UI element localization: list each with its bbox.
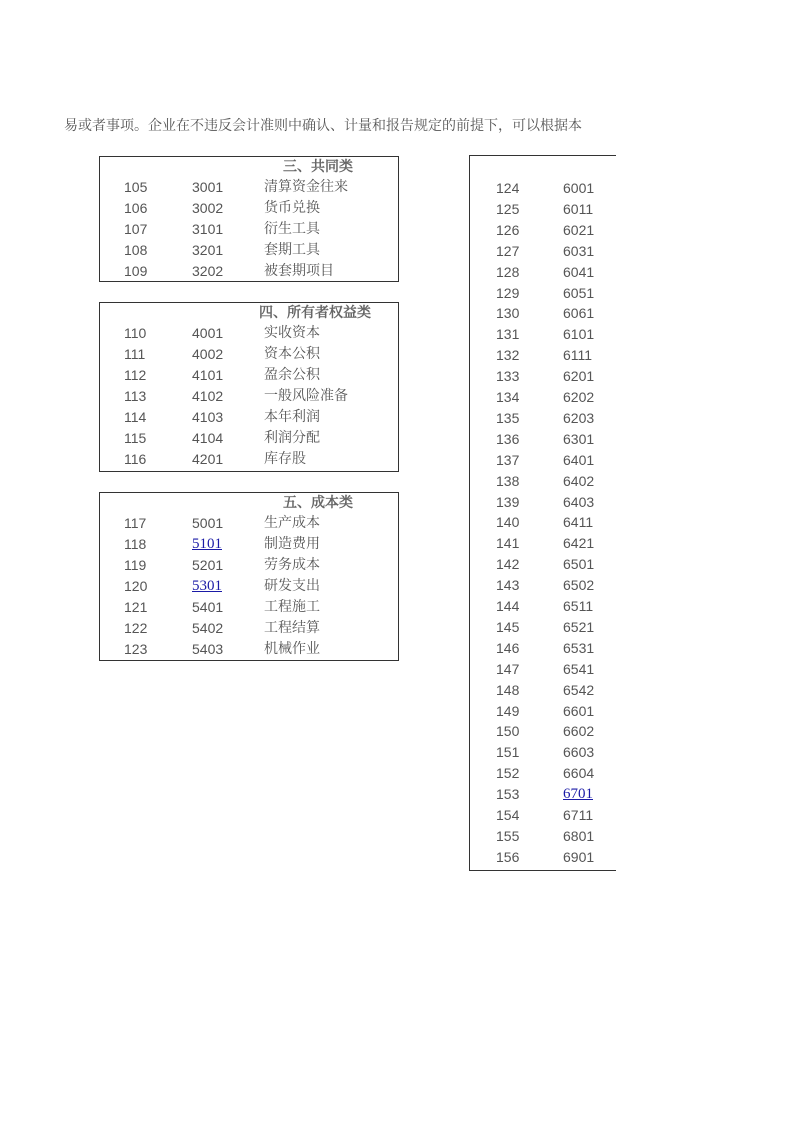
row-number: 140: [496, 514, 520, 531]
table-row: [100, 344, 398, 365]
account-code: 6601: [563, 702, 595, 719]
row-number: 121: [124, 599, 148, 615]
account-code: 6203: [563, 409, 595, 426]
account-name: 机械作业: [264, 641, 320, 657]
row-number: 115: [124, 430, 147, 446]
table-row: [100, 449, 398, 470]
table-row: [470, 429, 630, 450]
row-number: 132: [496, 347, 520, 364]
table-row: [100, 513, 398, 534]
account-code: 6511: [563, 598, 594, 614]
table-row: [470, 596, 630, 617]
account-code: 6501: [563, 556, 595, 573]
row-number: 112: [124, 367, 147, 383]
row-number: 139: [496, 493, 520, 510]
section-cost: [99, 492, 399, 661]
row-number: 106: [124, 200, 148, 216]
row-number: 153: [496, 786, 520, 803]
row-number: 134: [496, 389, 520, 405]
account-code: 6403: [563, 493, 595, 510]
row-number: 155: [496, 827, 520, 844]
table-row: [100, 576, 398, 597]
row-number: 148: [496, 681, 520, 698]
account-name: 被套期项目: [264, 263, 334, 279]
table-row: [470, 387, 630, 408]
row-number: 128: [496, 263, 520, 280]
account-code: 3101: [192, 221, 224, 237]
table-row: [470, 784, 630, 805]
table-row: [470, 805, 630, 826]
table-row: [470, 701, 630, 722]
account-code: 6402: [563, 472, 595, 489]
row-number: 141: [496, 535, 520, 552]
row-number: 146: [496, 639, 520, 656]
row-number: 114: [124, 409, 147, 425]
table-row: [470, 721, 630, 742]
row-number: 142: [496, 556, 520, 573]
table-row: [100, 386, 398, 407]
table-row: [100, 323, 398, 344]
account-code: 6602: [563, 723, 595, 740]
table-row: [470, 178, 630, 199]
account-code: 3002: [192, 200, 224, 216]
account-code: 6521: [563, 618, 595, 635]
section-common: [99, 156, 399, 282]
table-row: [470, 283, 630, 304]
account-name: 资本公积: [264, 346, 320, 362]
row-number: 144: [496, 598, 520, 614]
section-heading: 五、成本类: [283, 495, 353, 511]
table-row: [470, 220, 630, 241]
account-code: 6542: [563, 681, 595, 698]
table-row: [100, 177, 398, 198]
table-row: [100, 534, 398, 555]
section-heading: 四、所有者权益类: [259, 305, 371, 321]
account-code: 6401: [563, 451, 595, 468]
table-row: [470, 554, 630, 575]
account-name: 工程施工: [264, 599, 320, 615]
table-row: [470, 492, 630, 513]
table-row: [470, 366, 630, 387]
row-number: 123: [124, 641, 148, 657]
table-row: [100, 365, 398, 386]
row-number: 110: [124, 325, 147, 341]
table-row: [470, 533, 630, 554]
account-code-link[interactable]: 5101: [192, 536, 222, 552]
row-number: 107: [124, 221, 148, 237]
account-name: 衍生工具: [264, 221, 320, 237]
account-code: 6031: [563, 242, 595, 259]
row-number: 135: [496, 409, 520, 426]
account-code: 6021: [563, 221, 595, 238]
account-code: 5201: [192, 557, 224, 573]
table-row: [470, 617, 630, 638]
account-code: 6603: [563, 744, 595, 761]
account-name: 盈余公积: [264, 367, 320, 383]
row-number: 111: [124, 346, 146, 362]
account-code: 6111: [563, 347, 593, 364]
section-heading: 三、共同类: [283, 159, 353, 175]
account-code: 6711: [563, 807, 594, 823]
table-row: [100, 618, 398, 639]
table-row: [100, 240, 398, 261]
account-code: 4001: [192, 325, 224, 341]
section-owners-equity: [99, 302, 399, 472]
account-code: 5001: [192, 515, 224, 531]
row-number: 117: [124, 515, 147, 531]
row-number: 105: [124, 179, 148, 195]
account-code: 3202: [192, 263, 224, 279]
row-number: 133: [496, 368, 520, 385]
row-number: 113: [124, 388, 147, 404]
account-name: 工程结算: [264, 620, 320, 636]
table-row: [470, 345, 630, 366]
account-code: 6411: [563, 514, 594, 531]
row-number: 129: [496, 284, 520, 301]
row-number: 109: [124, 263, 148, 279]
account-code: 4102: [192, 388, 224, 404]
account-code: 5403: [192, 641, 224, 657]
table-row: [470, 575, 630, 596]
table-row: [470, 512, 630, 533]
account-code: 6531: [563, 639, 595, 656]
account-name: 货币兑换: [264, 200, 320, 216]
table-row: [100, 639, 398, 660]
account-code: 6011: [563, 200, 594, 217]
row-number: 118: [124, 536, 147, 552]
row-number: 120: [124, 578, 148, 594]
account-code: 6061: [563, 305, 595, 322]
account-name: 库存股: [264, 451, 306, 467]
account-name: 研发支出: [264, 578, 320, 594]
row-number: 126: [496, 221, 520, 238]
account-code: 3001: [192, 179, 224, 195]
table-row: [100, 219, 398, 240]
table-row: [100, 407, 398, 428]
account-code: 4002: [192, 346, 224, 362]
account-name: 套期工具: [264, 242, 320, 258]
account-name: 利润分配: [264, 430, 320, 446]
account-name: 实收资本: [264, 325, 320, 341]
account-code: 6301: [563, 430, 595, 447]
row-number: 149: [496, 702, 520, 719]
row-number: 125: [496, 200, 520, 217]
account-name: 劳务成本: [264, 557, 320, 573]
row-number: 130: [496, 305, 520, 322]
account-code: 5402: [192, 620, 224, 636]
row-number: 108: [124, 242, 148, 258]
account-code: 4103: [192, 409, 224, 425]
table-row: [100, 261, 398, 282]
row-number: 119: [124, 557, 147, 573]
table-row: [470, 262, 630, 283]
account-code-link[interactable]: 6701: [563, 786, 593, 803]
table-row: [100, 597, 398, 618]
account-code: 6421: [563, 535, 595, 552]
account-code: 6202: [563, 389, 595, 405]
page-clip: [616, 140, 793, 900]
table-row: [470, 471, 630, 492]
row-number: 152: [496, 765, 520, 782]
account-code: 4101: [192, 367, 224, 383]
account-name: 制造费用: [264, 536, 320, 552]
table-row: [470, 241, 630, 262]
account-code: 6604: [563, 765, 595, 782]
account-code: 6041: [563, 263, 595, 280]
table-row: [470, 826, 630, 847]
row-number: 150: [496, 723, 520, 740]
section-profit-loss: [469, 155, 629, 871]
account-code: 6541: [563, 660, 595, 677]
table-row: [470, 638, 630, 659]
account-code: 6101: [563, 326, 595, 343]
account-name: 生产成本: [264, 515, 320, 531]
table-row: [100, 198, 398, 219]
account-code: 5401: [192, 599, 224, 615]
table-row: [470, 408, 630, 429]
row-number: 124: [496, 180, 520, 196]
row-number: 116: [124, 451, 147, 467]
row-number: 131: [496, 326, 520, 343]
account-code: 6901: [563, 848, 595, 865]
account-code: 6051: [563, 284, 595, 301]
account-code: 3201: [192, 242, 224, 258]
row-number: 147: [496, 660, 520, 677]
account-name: 一般风险准备: [264, 388, 348, 404]
intro-text: 易或者事项。企业在不违反会计准则中确认、计量和报告规定的前提下，可以根据本: [64, 118, 582, 134]
row-number: 151: [496, 744, 520, 761]
table-row: [470, 659, 630, 680]
account-code: 6502: [563, 577, 595, 594]
account-code: 4201: [192, 451, 224, 467]
table-row: [470, 324, 630, 345]
row-number: 154: [496, 807, 520, 823]
table-row: [470, 847, 630, 868]
account-code: 6001: [563, 180, 595, 196]
table-row: [100, 428, 398, 449]
row-number: 143: [496, 577, 520, 594]
account-name: 本年利润: [264, 409, 320, 425]
table-row: [470, 199, 630, 220]
row-number: 138: [496, 472, 520, 489]
account-code: 6801: [563, 827, 595, 844]
row-number: 156: [496, 848, 520, 865]
table-row: [470, 450, 630, 471]
row-number: 136: [496, 430, 520, 447]
table-row: [470, 742, 630, 763]
account-code-link[interactable]: 5301: [192, 578, 222, 594]
table-row: [470, 680, 630, 701]
account-code: 4104: [192, 430, 224, 446]
row-number: 127: [496, 242, 520, 259]
row-number: 137: [496, 451, 520, 468]
table-row: [470, 303, 630, 324]
table-row: [100, 555, 398, 576]
table-row: [470, 763, 630, 784]
account-code: 6201: [563, 368, 595, 385]
account-name: 清算资金往来: [264, 179, 348, 195]
row-number: 122: [124, 620, 148, 636]
row-number: 145: [496, 618, 520, 635]
